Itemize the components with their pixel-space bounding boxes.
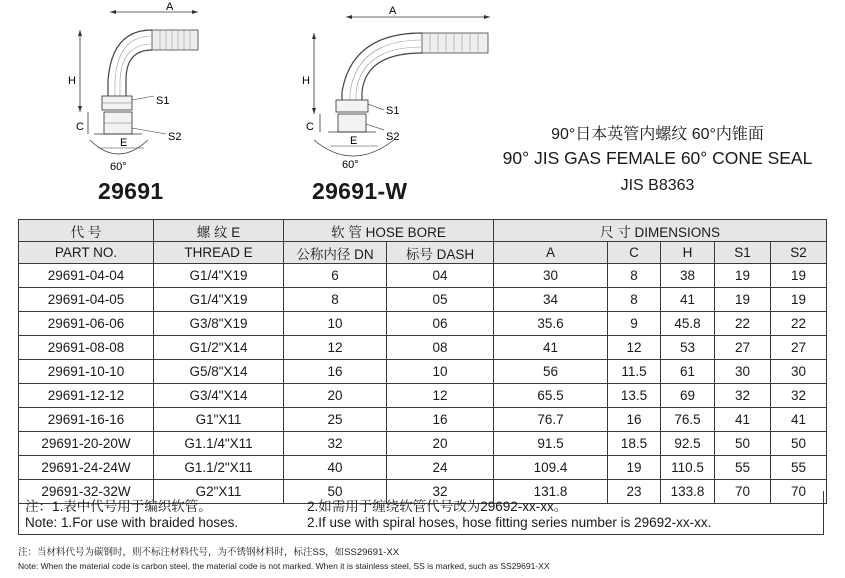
cell-part-no: 29691-04-05 bbox=[19, 288, 154, 312]
cell-dash: 16 bbox=[387, 408, 494, 432]
angle-label: 60° bbox=[110, 161, 127, 173]
cell-dash: 24 bbox=[387, 456, 494, 480]
cell-a: 41 bbox=[494, 336, 608, 360]
cell-c: 16 bbox=[608, 408, 661, 432]
footer-note-en: Note: When the material code is carbon steel, the material code is not marked. When it is stainless steel, SS is marked, such as SS29691-XX bbox=[18, 561, 550, 571]
cell-s2: 55 bbox=[771, 456, 827, 480]
cell-part-no: 29691-32-32W bbox=[19, 480, 154, 504]
table-row bbox=[19, 432, 827, 456]
table-row bbox=[19, 312, 827, 336]
cell-s2: 27 bbox=[771, 336, 827, 360]
cell-c: 18.5 bbox=[608, 432, 661, 456]
cell-c: 8 bbox=[608, 264, 661, 288]
cell-s1: 22 bbox=[715, 312, 771, 336]
cell-thread: G1.1/2"X11 bbox=[154, 456, 284, 480]
cell-h: 41 bbox=[661, 288, 715, 312]
angle-label: 60° bbox=[342, 159, 359, 171]
cell-part-no: 29691-24-24W bbox=[19, 456, 154, 480]
cell-s1: 41 bbox=[715, 408, 771, 432]
header-dimensions: 尺 寸 DIMENSIONS bbox=[494, 220, 827, 242]
table-row bbox=[19, 336, 827, 360]
cell-part-no: 29691-20-20W bbox=[19, 432, 154, 456]
cell-h: 110.5 bbox=[661, 456, 715, 480]
cell-part-no: 29691-16-16 bbox=[19, 408, 154, 432]
cell-dn: 50 bbox=[284, 480, 387, 504]
cell-a: 30 bbox=[494, 264, 608, 288]
cell-dash: 08 bbox=[387, 336, 494, 360]
cell-c: 12 bbox=[608, 336, 661, 360]
cell-thread: G3/8"X19 bbox=[154, 312, 284, 336]
dim-s1-label: S1 bbox=[156, 95, 170, 107]
cell-c: 13.5 bbox=[608, 384, 661, 408]
notes-box bbox=[18, 491, 824, 535]
cell-a: 109.4 bbox=[494, 456, 608, 480]
dim-h-label: H bbox=[302, 75, 310, 87]
cell-thread: G1/2"X14 bbox=[154, 336, 284, 360]
cell-dn: 12 bbox=[284, 336, 387, 360]
table-row bbox=[19, 456, 827, 480]
fitting-drawing-29691 bbox=[60, 0, 200, 175]
cell-c: 19 bbox=[608, 456, 661, 480]
cell-c: 11.5 bbox=[608, 360, 661, 384]
cell-h: 133.8 bbox=[661, 480, 715, 504]
cell-dash: 05 bbox=[387, 288, 494, 312]
cell-dash: 20 bbox=[387, 432, 494, 456]
cell-thread: G1/4"X19 bbox=[154, 264, 284, 288]
cell-s1: 55 bbox=[715, 456, 771, 480]
cell-dn: 40 bbox=[284, 456, 387, 480]
cell-dash: 32 bbox=[387, 480, 494, 504]
header-hose-bore: 软 管 HOSE BORE bbox=[284, 220, 494, 242]
cell-thread: G1"X11 bbox=[154, 408, 284, 432]
dim-a-label: A bbox=[166, 1, 174, 13]
cell-s2: 32 bbox=[771, 384, 827, 408]
cell-dash: 06 bbox=[387, 312, 494, 336]
header-dash: 标号 DASH bbox=[387, 242, 494, 264]
cell-thread: G1/4"X19 bbox=[154, 288, 284, 312]
cell-part-no: 29691-10-10 bbox=[19, 360, 154, 384]
cell-h: 61 bbox=[661, 360, 715, 384]
dim-s1-label: S1 bbox=[386, 105, 400, 117]
cell-dn: 20 bbox=[284, 384, 387, 408]
dim-h-label: H bbox=[68, 75, 76, 87]
cell-h: 53 bbox=[661, 336, 715, 360]
cell-s2: 50 bbox=[771, 432, 827, 456]
fitting-drawing-29691-w bbox=[290, 0, 490, 175]
title-chinese: 90°日本英管内螺纹 60°内锥面 bbox=[551, 126, 764, 143]
dim-s2-label: S2 bbox=[168, 131, 182, 143]
header-s2: S2 bbox=[771, 242, 827, 264]
cell-c: 9 bbox=[608, 312, 661, 336]
cell-s2: 19 bbox=[771, 288, 827, 312]
cell-dash: 04 bbox=[387, 264, 494, 288]
table-header-row-2 bbox=[19, 242, 827, 264]
cell-part-no: 29691-08-08 bbox=[19, 336, 154, 360]
cell-thread: G2"X11 bbox=[154, 480, 284, 504]
cell-s1: 19 bbox=[715, 288, 771, 312]
cell-dn: 25 bbox=[284, 408, 387, 432]
table-row bbox=[19, 384, 827, 408]
cell-h: 69 bbox=[661, 384, 715, 408]
cell-h: 92.5 bbox=[661, 432, 715, 456]
cell-part-no: 29691-06-06 bbox=[19, 312, 154, 336]
cell-s2: 30 bbox=[771, 360, 827, 384]
header-a: A bbox=[494, 242, 608, 264]
cell-s1: 32 bbox=[715, 384, 771, 408]
cell-h: 76.5 bbox=[661, 408, 715, 432]
cell-dn: 16 bbox=[284, 360, 387, 384]
spec-table bbox=[18, 219, 827, 504]
cell-dn: 8 bbox=[284, 288, 387, 312]
cell-thread: G1.1/4"X11 bbox=[154, 432, 284, 456]
cell-part-no: 29691-04-04 bbox=[19, 264, 154, 288]
cell-thread: G3/4"X14 bbox=[154, 384, 284, 408]
dim-a-label: A bbox=[389, 5, 397, 17]
header-part-cn: 代 号 bbox=[19, 220, 154, 242]
cell-a: 91.5 bbox=[494, 432, 608, 456]
cell-a: 131.8 bbox=[494, 480, 608, 504]
cell-dash: 12 bbox=[387, 384, 494, 408]
header-h: H bbox=[661, 242, 715, 264]
cell-s2: 22 bbox=[771, 312, 827, 336]
table-header-row-1 bbox=[19, 220, 827, 242]
cell-c: 23 bbox=[608, 480, 661, 504]
cell-s1: 19 bbox=[715, 264, 771, 288]
note-en-1: Note: 1.For use with braided hoses. bbox=[25, 515, 239, 530]
note-en-2: 2.If use with spiral hoses, hose fitting series number is 29692-xx-xx. bbox=[307, 515, 712, 530]
note-cn-2: 2.如需用于缠绕软管代号改为29692-xx-xx。 bbox=[307, 499, 568, 514]
header-part-no: PART NO. bbox=[19, 242, 154, 264]
header-thread: THREAD E bbox=[154, 242, 284, 264]
cell-s1: 50 bbox=[715, 432, 771, 456]
cell-a: 56 bbox=[494, 360, 608, 384]
dim-c-label: C bbox=[306, 121, 314, 133]
dim-e-label: E bbox=[120, 137, 128, 149]
cell-dn: 32 bbox=[284, 432, 387, 456]
cell-s1: 70 bbox=[715, 480, 771, 504]
cell-dn: 10 bbox=[284, 312, 387, 336]
dim-c-label: C bbox=[76, 121, 84, 133]
dim-e-label: E bbox=[350, 135, 358, 147]
header-c: C bbox=[608, 242, 661, 264]
title-standard: JIS B8363 bbox=[620, 177, 695, 194]
cell-s2: 19 bbox=[771, 264, 827, 288]
cell-s2: 70 bbox=[771, 480, 827, 504]
table-row bbox=[19, 360, 827, 384]
cell-s1: 27 bbox=[715, 336, 771, 360]
cell-a: 76.7 bbox=[494, 408, 608, 432]
title-english: 90° JIS GAS FEMALE 60° CONE SEAL bbox=[502, 148, 813, 168]
cell-a: 34 bbox=[494, 288, 608, 312]
cell-a: 35.6 bbox=[494, 312, 608, 336]
cell-dn: 6 bbox=[284, 264, 387, 288]
cell-dash: 10 bbox=[387, 360, 494, 384]
model-number-right: 29691-W bbox=[312, 178, 408, 204]
cell-part-no: 29691-12-12 bbox=[19, 384, 154, 408]
cell-thread: G5/8"X14 bbox=[154, 360, 284, 384]
cell-a: 65.5 bbox=[494, 384, 608, 408]
table-row bbox=[19, 264, 827, 288]
model-number-left: 29691 bbox=[98, 178, 164, 204]
header-thread-cn: 螺 纹 E bbox=[154, 220, 284, 242]
cell-c: 8 bbox=[608, 288, 661, 312]
footer-note-cn: 注：当材料代号为碳钢时，则不标注材料代号，为不锈钢材料时，标注SS，如SS29691-XX bbox=[18, 547, 400, 558]
cell-h: 38 bbox=[661, 264, 715, 288]
cell-s1: 30 bbox=[715, 360, 771, 384]
dim-s2-label: S2 bbox=[386, 131, 400, 143]
note-cn-1: 注：1.表中代号用于编织软管。 bbox=[25, 499, 212, 514]
header-s1: S1 bbox=[715, 242, 771, 264]
header-dn: 公称内径 DN bbox=[284, 242, 387, 264]
table-row bbox=[19, 408, 827, 432]
cell-s2: 41 bbox=[771, 408, 827, 432]
table-row bbox=[19, 288, 827, 312]
cell-h: 45.8 bbox=[661, 312, 715, 336]
